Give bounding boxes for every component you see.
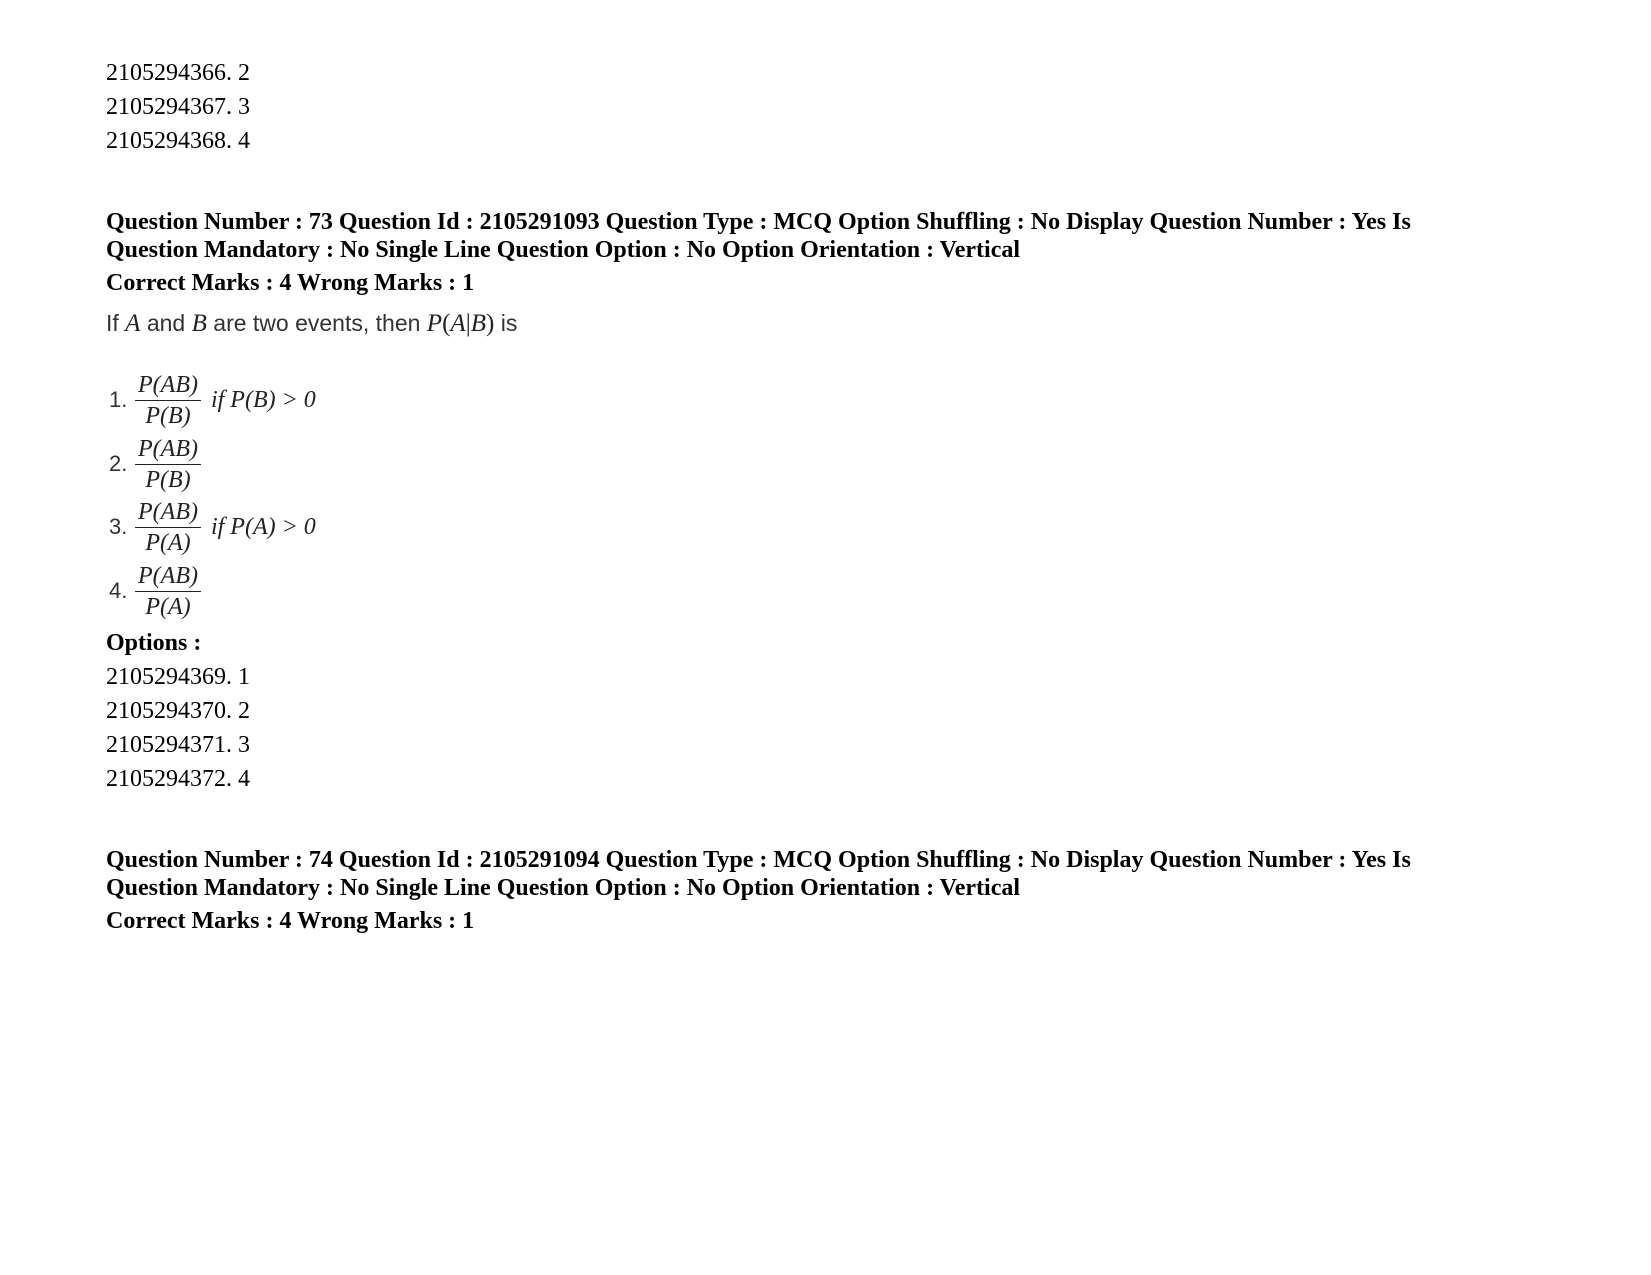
choice-condition: if P(A) > 0: [210, 513, 316, 540]
question-74-marks: Correct Marks : 4 Wrong Marks : 1: [106, 908, 475, 934]
option-id: 2105294371: [106, 732, 226, 758]
option-id: 2105294369: [106, 664, 226, 690]
question-73-text: If A and B are two events, then P(A|B) is: [106, 310, 518, 337]
question-73-marks: Correct Marks : 4 Wrong Marks : 1: [106, 270, 475, 296]
fraction: $\frac{P(AB)}{P(A)}$: [135, 562, 201, 621]
question-74-header-line2: Question Mandatory : No Single Line Question Option : No Option Orientation : Vertical: [106, 875, 1021, 901]
options-label: Options :: [106, 630, 202, 656]
choice-3: 3. $\frac{P(AB)}{P(A)}$ if P(A) > 0: [109, 498, 316, 556]
question-74-header-line1: Question Number : 74 Question Id : 2105291094 Question Type : MCQ Option Shuffling : No Display Question Number : Yes Is: [106, 847, 1411, 873]
option-id: 2105294367: [106, 94, 226, 120]
math-var-b: B: [191, 310, 207, 337]
fraction: $\frac{P(AB)}{P(A)}$: [135, 498, 201, 557]
math-var-a: A: [125, 310, 141, 337]
option-id-line: 2105294369. 1: [106, 664, 250, 690]
option-id: 2105294368: [106, 128, 226, 154]
option-id: 2105294366: [106, 60, 226, 86]
option-number: 3: [238, 732, 250, 758]
question-73-header-line1: Question Number : 73 Question Id : 2105291093 Question Type : MCQ Option Shuffling : No Display Question Number : Yes Is: [106, 209, 1411, 235]
option-number: 1: [238, 664, 250, 690]
option-id-line: 2105294371. 3: [106, 732, 250, 758]
option-id-line: 2105294372. 4: [106, 766, 250, 792]
choice-4: 4. $\frac{P(AB)}{P(A)}$: [109, 559, 211, 623]
choice-condition: if P(B) > 0: [210, 386, 316, 413]
conditional-probability-expr: P(A|B): [426, 310, 495, 337]
option-number: 3: [238, 94, 250, 120]
fraction: $\frac{P(AB)}{P(B)}$: [135, 371, 201, 430]
option-number: 2: [238, 698, 250, 724]
option-id-line: 2105294367. 3: [106, 94, 250, 120]
option-id: 2105294370: [106, 698, 226, 724]
option-number: 2: [238, 60, 250, 86]
option-id-line: 2105294370. 2: [106, 698, 250, 724]
option-id-line: 2105294366. 2: [106, 60, 250, 86]
option-number: 4: [238, 128, 250, 154]
option-id: 2105294372: [106, 766, 226, 792]
question-73-header-line2: Question Mandatory : No Single Line Question Option : No Option Orientation : Vertical: [106, 237, 1021, 263]
fraction: $\frac{P(AB)}{P(B)}$: [135, 435, 201, 494]
option-number: 4: [238, 766, 250, 792]
choice-2: 2. $\frac{P(AB)}{P(B)}$: [109, 432, 211, 496]
choice-1: 1. $\frac{P(AB)}{P(B)}$ if P(B) > 0: [109, 371, 316, 429]
option-id-line: 2105294368. 4: [106, 128, 250, 154]
